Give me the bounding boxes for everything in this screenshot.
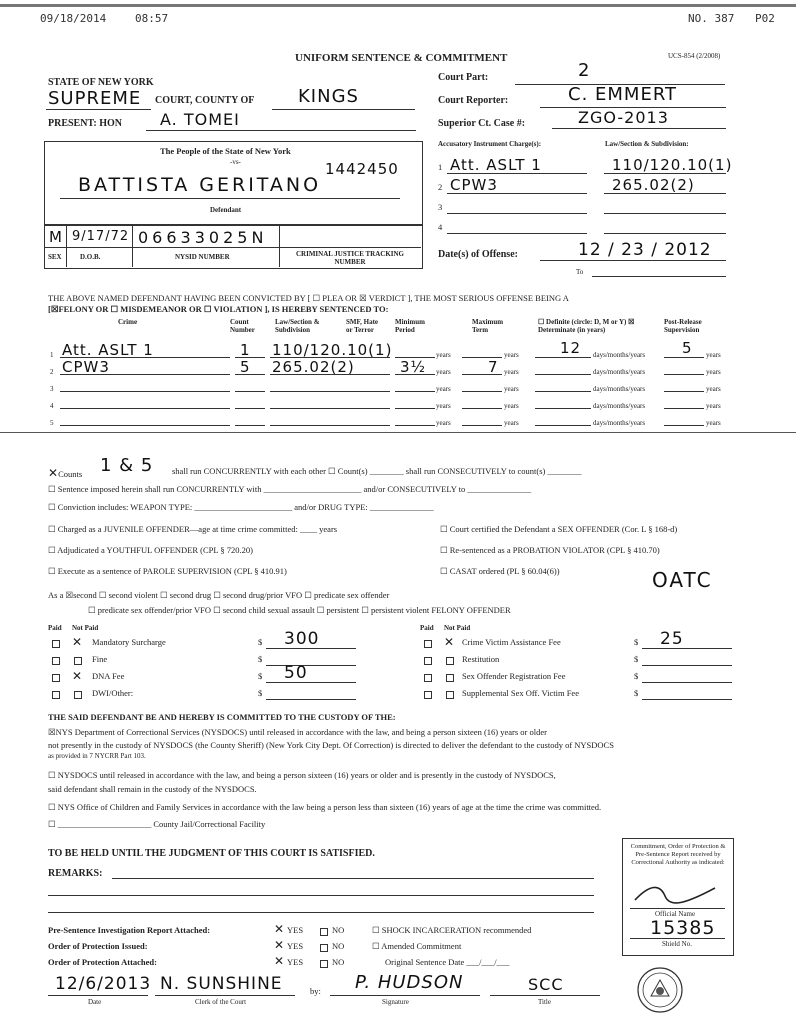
crime-line [60,408,230,409]
fee-label: Sex Offender Registration Fee [462,671,566,681]
offender-status-2: ☐ predicate sex offender/prior VFO ☐ second child sexual assault ☐ persistent ☐ persistent violent FELONY OFFENDER [88,605,511,615]
years-label: years [504,385,519,393]
oatc-note: OATC [652,568,713,592]
years-label: years [504,402,519,410]
custody-line2: not presently in the custody of NYSDOCS (the County Sheriff) (New York City Dept. Of Correction) is directed to deliver the defendant to the custody of NYSDOCS [48,740,614,750]
fee-line [642,682,732,683]
dmy-label: days/months/years [593,368,646,376]
fee-amount: 50 [284,663,308,683]
sex-label: SEX [48,253,62,261]
fee-label: DWI/Other: [92,688,134,698]
sex-value: M [49,228,63,246]
count-line [235,374,265,375]
paid-label-left: Paid [48,624,62,632]
not-paid-checkbox [446,691,454,699]
shield-no-label: Shield No. [662,940,692,948]
charge-number: 1 [438,162,443,172]
law-section-label: Law/Section & Subdivision: [605,140,689,148]
court-part-label: Court Part: [438,72,489,83]
custody-line7: ☐ ______________________ County Jail/Correctional Facility [48,819,266,829]
years-label: years [436,419,451,427]
charge-name: CPW3 [450,176,498,194]
paid-checkbox [424,657,432,665]
nysid-value: 06633025N [138,228,268,247]
present-label: PRESENT: HON [48,118,122,129]
fax-time: 08:57 [135,12,169,25]
notpaid-label-right: Not Paid [444,624,471,632]
max-line [462,374,502,375]
nysid-label: NYSID NUMBER [175,253,230,261]
offense-date-label: Date(s) of Offense: [438,249,518,260]
charge-number: 2 [438,182,443,192]
sentence-row-number: 5 [50,419,54,427]
years-label: years [436,351,451,359]
charge-line [447,173,587,174]
charge-line [447,233,587,234]
years-label: years [436,402,451,410]
law-line [270,408,390,409]
fax-date: 09/18/2014 [40,12,107,25]
sentence-count: 1 [240,341,251,359]
fee-line [266,648,356,649]
no-checkbox [320,928,328,936]
years-label: years [706,351,721,359]
fee-line [642,648,732,649]
custody-heading: THE SAID DEFENDANT BE AND HEREBY IS COMMITTED TO THE CUSTODY OF THE: [48,712,396,722]
not-paid-checkbox [446,657,454,665]
fee-label: Mandatory Surcharge [92,637,166,647]
paid-checkbox [424,691,432,699]
no-checkbox [320,944,328,952]
conviction-includes: ☐ Conviction includes: WEAPON TYPE: _______________________ and/or DRUG TYPE: _______________ [48,502,434,512]
vs-label: -vs- [230,158,241,166]
defendant-label: Defendant [210,206,242,214]
county: KINGS [298,86,359,107]
signature-caption: Signature [382,998,409,1006]
dob-label: D.O.B. [80,253,101,261]
fee-label: Restitution [462,654,500,664]
no-label: NO [332,941,345,951]
held-until: TO BE HELD UNTIL THE JUDGMENT OF THIS COURT IS SATISFIED. [48,848,375,859]
offender-status-1: As a ☒second ☐ second violent ☐ second drug ☐ second drug/prior VFO ☐ predicate sex offender [48,590,390,600]
form-id: UCS-854 (2/2008) [668,52,721,60]
title-value: SCC [528,975,564,994]
law-line [604,233,726,234]
paid-checkbox [52,674,60,682]
prs-line [664,357,704,358]
oop-attached-label: Order of Protection Attached: [48,957,157,967]
years-label: years [504,368,519,376]
custody-line4: ☐ NYSDOCS until released in accordance with the law, and being a person sixteen (16) years or older and is presently in the custody of NYSDOCS, [48,770,556,780]
psi-label: Pre-Sentence Investigation Report Attached: [48,925,211,935]
min-line [395,391,435,392]
title-caption: Title [538,998,551,1006]
amended-commitment: ☐ Amended Commitment [372,941,462,951]
yes-checkmark: ✕ [274,954,285,968]
not-paid-checkbox: ✕ [72,635,83,649]
dmy-label: days/months/years [593,351,646,359]
cjtn-label: CRIMINAL JUSTICE TRACKING NUMBER [295,250,404,266]
conviction-line2: [☒FELONY OR ☐ MISDEMEANOR OR ☐ VIOLATION ], IS HEREBY SENTENCED TO: [48,304,389,314]
shock-incarceration: ☐ SHOCK INCARCERATION recommended [372,925,532,935]
offense-date: 12 / 23 / 2012 [578,240,712,260]
dollar-sign: $ [258,654,263,664]
dollar-sign: $ [258,671,263,681]
official-name-label: Official Name [655,910,696,918]
min-line [395,425,435,426]
charge-name: Att. ASLT 1 [450,156,542,174]
dollar-sign: $ [258,688,263,698]
crime-line [60,425,230,426]
years-label: years [706,402,721,410]
paid-checkbox [52,657,60,665]
court-seal-icon [636,966,684,1014]
custody-line1: ☒NYS Department of Correctional Services (NYSDOCS) until released in accordance with the law, and being a person sixteen (16) years or older [48,727,547,737]
fee-line [642,665,732,666]
shield-number: 15385 [650,917,716,939]
years-label: years [706,385,721,393]
count-line [235,425,265,426]
to-label: To [576,268,584,276]
paid-checkbox [52,691,60,699]
max-line [462,425,502,426]
years-label: years [436,368,451,376]
custody-line5: said defendant shall remain in the custody of the NYSDOCS. [48,784,257,794]
years-label: years [504,351,519,359]
prs-line [664,425,704,426]
col-max: Maximum Term [472,318,504,334]
prs-line [664,391,704,392]
fee-line [266,665,356,666]
concurrent-text: shall run CONCURRENTLY with each other ☐ Count(s) ________ shall run CONSECUTIVELY to count(s) ________ [172,466,582,476]
paid-checkbox [52,640,60,648]
law-line [604,213,726,214]
fax-page: P02 [755,12,775,25]
not-paid-checkbox: ✕ [72,669,83,683]
law-line [604,173,726,174]
paid-checkbox [424,674,432,682]
prs-line [664,374,704,375]
charge-line [447,193,587,194]
court-part: 2 [578,60,591,81]
paid-checkbox [424,640,432,648]
law-line [270,391,390,392]
youthful-offender: ☐ Adjudicated a YOUTHFUL OFFENDER (CPL § 720.20) [48,545,253,555]
dmy-label: days/months/years [593,419,646,427]
dollar-sign: $ [634,654,639,664]
by-label: by: [310,986,321,996]
fee-label: Supplemental Sex Off. Victim Fee [462,688,579,698]
charge-line [447,213,587,214]
det-line [535,425,591,426]
case-label: Superior Ct. Case #: [438,118,526,129]
sentence-prs: 5 [682,339,693,357]
min-line [395,408,435,409]
law-line [270,425,390,426]
sentence-row-number: 1 [50,351,54,359]
dmy-label: days/months/years [593,385,646,393]
no-checkbox [320,960,328,968]
remarks-label: REMARKS: [48,868,103,879]
not-paid-checkbox [446,674,454,682]
court-county-label: COURT, COUNTY OF [155,95,255,106]
yes-label: YES [287,925,304,935]
date-caption: Date [88,998,102,1006]
sentence-imposed: ☐ Sentence imposed herein shall run CONCURRENTLY with _______________________ and/or CONSECUTIVELY to _______________ [48,484,532,494]
years-label: years [504,419,519,427]
reporter-label: Court Reporter: [438,95,509,106]
fee-label: Crime Victim Assistance Fee [462,637,561,647]
state-label: STATE OF NEW YORK [48,77,154,88]
juvenile-offender: ☐ Charged as a JUVENILE OFFENDER—age at time crime committed: ____ years [48,524,338,534]
sentence-law: 265.02(2) [272,358,355,376]
accusatory-label: Accusatory Instrument Charge(s): [438,140,542,148]
counts-row: ✕Counts [48,466,83,480]
det-line [535,391,591,392]
dollar-sign: $ [634,637,639,647]
years-label: years [436,385,451,393]
counts-label: Counts [58,469,83,479]
clerk-date: 12/6/2013 [55,974,152,994]
fee-line [266,699,356,700]
col-prs: Post-Release Supervision [664,318,702,334]
sentence-crime: Att. ASLT 1 [62,341,154,359]
charge-law: 265.02(2) [612,176,695,194]
conviction-line1: THE ABOVE NAMED DEFENDANT HAVING BEEN CONVICTED BY [ ☐ PLEA OR ☒ VERDICT ], THE MOST SERIOUS OFFENSE BEING A [48,293,569,303]
no-label: NO [332,957,345,967]
sentence-count: 5 [240,358,251,376]
prs-line [664,408,704,409]
no-label: NO [332,925,345,935]
max-line [462,391,502,392]
yes-checkmark: ✕ [274,938,285,952]
dollar-sign: $ [634,688,639,698]
yes-checkmark: ✕ [274,922,285,936]
years-label: years [706,368,721,376]
col-min: Minimum Period [395,318,425,334]
dollar-sign: $ [258,637,263,647]
reporter: C. EMMERT [568,84,678,105]
custody-line6: ☐ NYS Office of Children and Family Services in accordance with the law being a person less than sixteen (16) years of age at the time the crime was committed. [48,802,602,812]
probation-violator: ☐ Re-sentenced as a PROBATION VIOLATOR (CPL § 410.70) [440,545,660,555]
sentence-crime: CPW3 [62,358,110,376]
det-line [535,408,591,409]
parole-supervision: ☐ Execute as a sentence of PAROLE SUPERVISION (CPL § 410.91) [48,566,287,576]
official-signature-mark [630,882,720,908]
casat: ☐ CASAT ordered (PL § 60.04(6)) [440,566,560,576]
sentence-max: 7 [488,358,499,376]
not-paid-checkbox [74,691,82,699]
clerk-caption: Clerk of the Court [195,998,247,1006]
charge-number: 4 [438,222,443,232]
fee-amount: 300 [284,629,320,649]
fax-number: NO. 387 [688,12,735,25]
yes-label: YES [287,941,304,951]
oop-issued-label: Order of Protection Issued: [48,941,148,951]
sentence-row-number: 3 [50,385,54,393]
years-label: years [706,419,721,427]
yes-label: YES [287,957,304,967]
people-label: The People of the State of New York [160,146,291,156]
col-law: Law/Section & Subdivision [275,318,320,334]
min-line [395,374,435,375]
charge-law: 110/120.10(1) [612,156,733,174]
original-sentence-date: Original Sentence Date ___/___/___ [385,957,510,967]
dollar-sign: $ [634,671,639,681]
max-line [462,408,502,409]
sentence-law: 110/120.10(1) [272,341,393,359]
fee-label: DNA Fee [92,671,125,681]
col-determinate: ☐ Definite (circle: D, M or Y) ☒ Determinate (in years) [538,318,635,334]
dmy-label: days/months/years [593,402,646,410]
fee-line [642,699,732,700]
defendant-name: BATTISTA GERITANO [78,174,322,196]
dob-value: 9/17/72 [72,229,130,244]
notpaid-label-left: Not Paid [72,624,99,632]
crime-line [60,391,230,392]
sex-offender: ☐ Court certified the Defendant a SEX OFFENDER (Cor. L § 168-d) [440,524,678,534]
det-line [535,374,591,375]
count-line [235,391,265,392]
court-type: SUPREME [48,88,142,109]
col-count: Count Number [230,318,255,334]
fee-label: Fine [92,654,108,664]
sentence-row-number: 4 [50,402,54,410]
not-paid-checkbox [74,657,82,665]
judge-name: A. TOMEI [160,110,240,129]
col-smf: SMF, Hate or Terror [346,318,379,334]
custody-line3: as provided in 7 NYCRR Part 103. [48,752,146,760]
case-number: ZGO-2013 [578,108,669,127]
fee-amount: 25 [660,629,684,649]
commitment-box-text: Commitment, Order of Protection & Pre-Sentence Report received by Correctional Authority as indicated: [630,843,726,866]
fee-line [266,682,356,683]
col-crime: Crime [118,318,138,326]
law-line [270,374,390,375]
sentence-row-number: 2 [50,368,54,376]
counts-value: 1 & 5 [100,455,154,476]
defendant-id-note: 1442450 [325,160,399,178]
det-line [535,357,591,358]
charge-number: 3 [438,202,443,212]
clerk-name: N. SUNSHINE [160,974,283,994]
paid-label-right: Paid [420,624,434,632]
signature: P. HUDSON [355,972,464,993]
sentence-min: 3½ [400,358,427,376]
not-paid-checkbox: ✕ [444,635,455,649]
fax-header-bar [0,4,796,7]
count-line [235,408,265,409]
crime-line [60,374,230,375]
form-title: UNIFORM SENTENCE & COMMITMENT [295,52,508,64]
sentence-determinate: 12 [560,339,582,357]
law-line [604,193,726,194]
